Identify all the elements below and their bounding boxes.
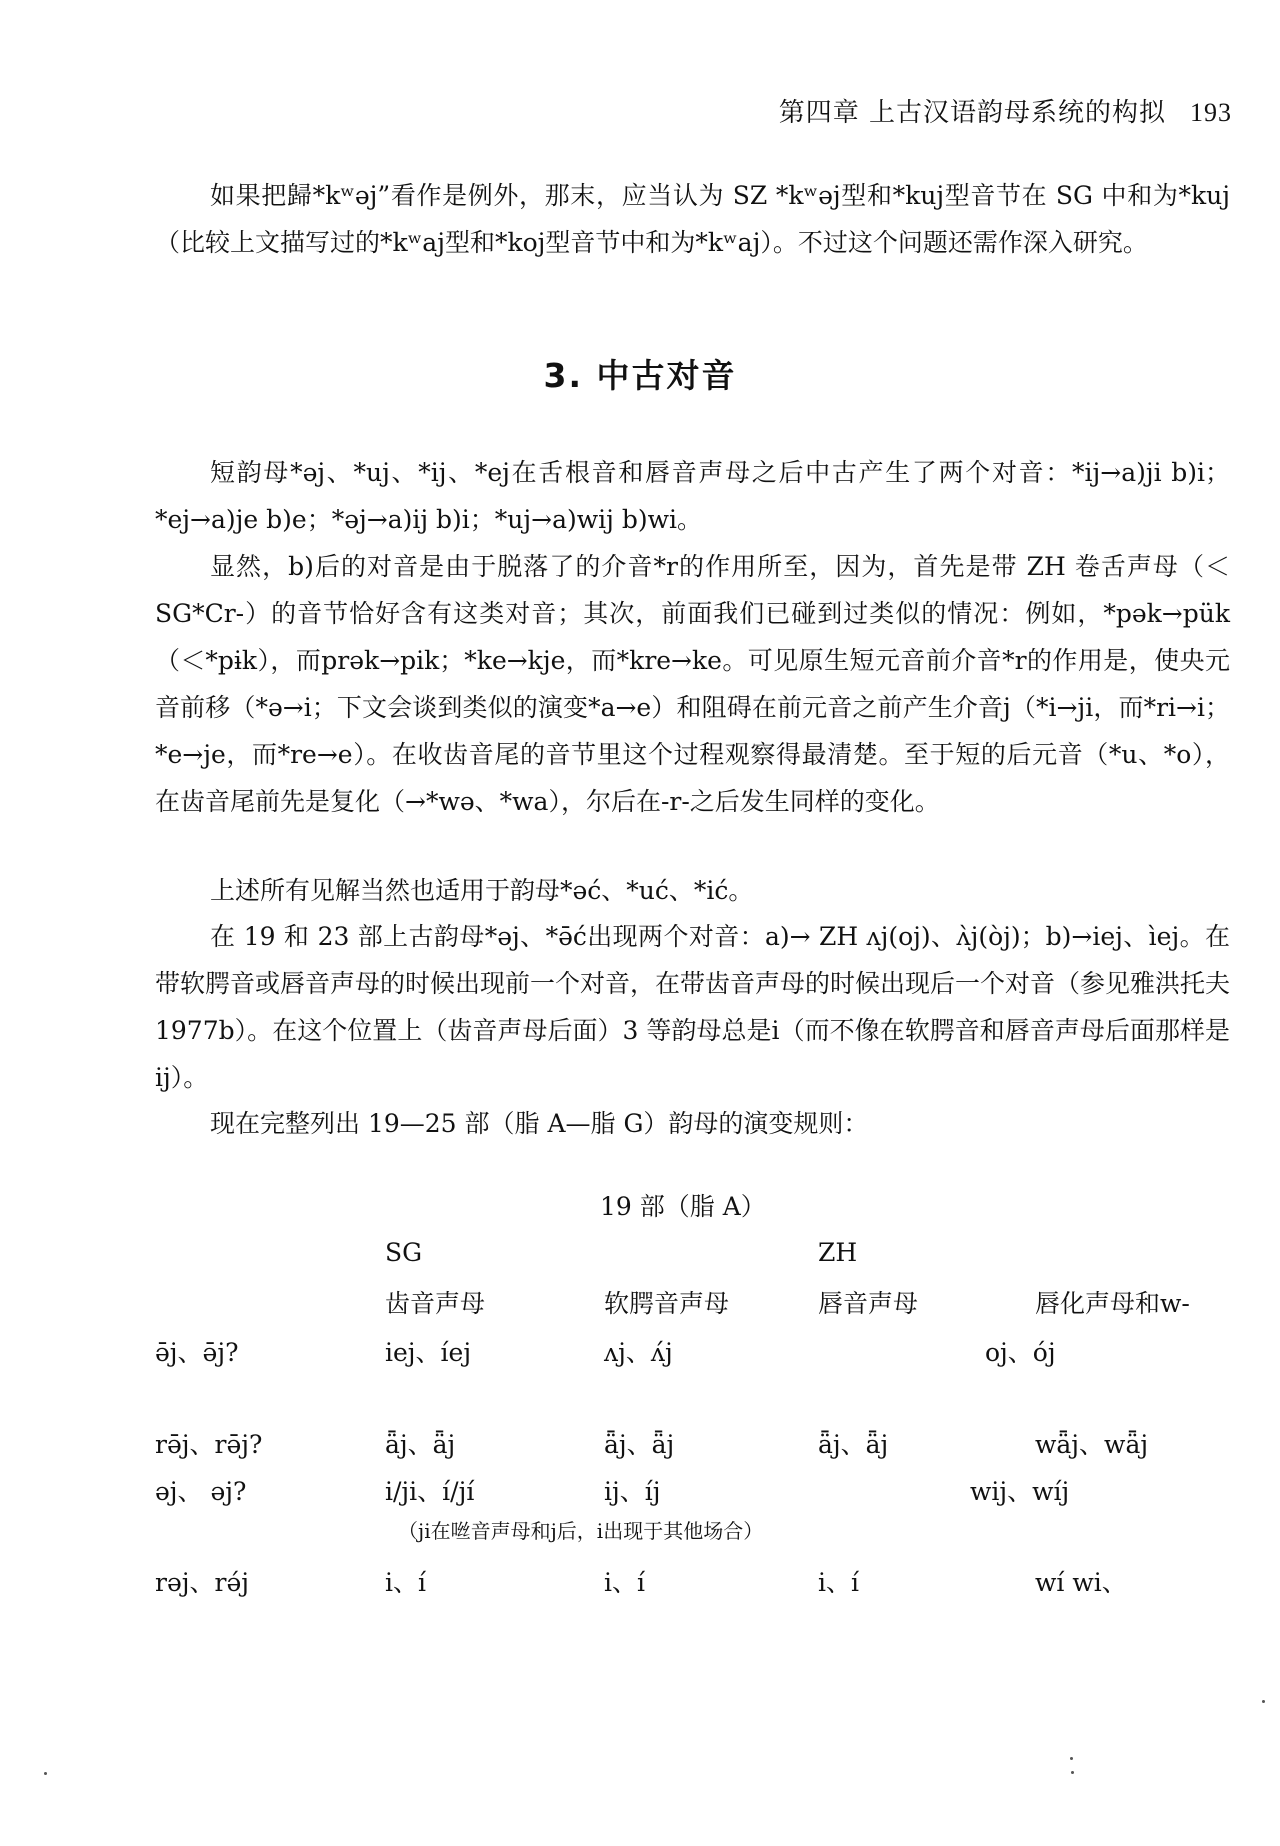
paragraph-1: 如果把歸*kʷəj”看作是例外，那末，应当认为 SZ *kʷəj型和*kuj型音节在 SG 中和为*kuj（比较上文描写过的*kʷaj型和*koj型音节中和为*kʷaj）。不过这个问题还需作深入研究。: [155, 181, 1230, 257]
scan-speck: [1262, 1700, 1265, 1703]
scan-speck: [1071, 1771, 1074, 1774]
table-col-1: 齿音声母: [385, 1289, 486, 1318]
page-number: 193: [1190, 98, 1232, 127]
section-title: 3. 中古对音: [543, 356, 737, 395]
chapter-title: 第四章 上古汉语韵母系统的构拟: [778, 98, 1166, 128]
table-col-2: 软腭音声母: [604, 1289, 730, 1318]
table-row-4-c4: wí wi、: [1035, 1568, 1127, 1597]
table-row-4-c3: i、í: [818, 1568, 859, 1597]
table-row-2-c2: ǟj、ǟj: [604, 1430, 675, 1459]
table-row-2-c1: ǟj、ǟj: [385, 1430, 456, 1459]
table-row-4-c1: i、í: [385, 1568, 426, 1597]
table-col-4: 唇化声母和w-: [1035, 1289, 1190, 1318]
table-col-3: 唇音声母: [818, 1289, 919, 1318]
table-group-zh: ZH: [818, 1238, 858, 1267]
table-row-1-c4: oj、ój: [985, 1338, 1056, 1367]
table-row-1-c1: iej、íej: [385, 1338, 472, 1367]
paragraph-2: 短韵母*əj、*uj、*ij、*ej在舌根音和唇音声母之后中古产生了两个对音：*ij→a)ji b)i；*ej→a)je b)e；*əj→a)ij b)i；*uj→a)wij b)wi。: [155, 458, 1230, 534]
table-row-3-c2: ij、íj: [604, 1477, 661, 1506]
table-row-3-c1: i/ji、í/jí: [385, 1477, 475, 1506]
table-row-2-c4: wǟj、wǟj: [1035, 1430, 1149, 1459]
table-row-3-c4: wij、wíj: [970, 1477, 1070, 1506]
paragraph-5: 在 19 和 23 部上古韵母*əj、*ə̄ć出现两个对音：a)→ ZH ʌj(oj)、ʌ̀j(òj)；b)→iej、ìej。在带软腭音或唇音声母的时候出现前一个对音，在带齿音声母的时候出现后一个对音（参见雅洪托夫 1977b）。在这个位置上（齿音声母后面）3 等韵母总是i（而不像在软腭音和唇音声母后面那样是ij）。: [155, 922, 1231, 1092]
table-row-2-sg: rə̄j、rə̄j?: [155, 1430, 263, 1459]
paragraph-3: 显然，b)后的对音是由于脱落了的介音*r的作用所至，因为，首先是带 ZH 卷舌声母（＜SG*Cr-）的音节恰好含有这类对音；其次，前面我们已碰到过类似的情况：例如，*pək→pük（＜*pɨk），而prək→pik；*ke→kje，而*kre→ke。可见原生短元音前介音*r的作用是，使央元音前移（*ə→i；下文会谈到类似的演变*a→e）和阻碍在前元音之前产生介音j（*i→ji，而*ri→i；*e→je，而*re→e）。在收齿音尾的音节里这个过程观察得最清楚。至于短的后元音（*u、*o），在齿音尾前先是复化（→*wə、*wa），尔后在-r-之后发生同样的变化。: [155, 552, 1230, 816]
table-title: 19 部（脂 A）: [600, 1192, 766, 1221]
paragraph-6: 现在完整列出 19—25 部（脂 A—脂 G）韵母的演变规则：: [210, 1109, 869, 1138]
table-group-sg: SG: [385, 1238, 423, 1267]
scan-speck: [44, 1772, 47, 1775]
table-row-1-sg: ə̄j、ə̄j?: [155, 1338, 239, 1367]
table-row-4-c2: i、í: [604, 1568, 645, 1597]
scan-speck: [1070, 1757, 1073, 1760]
table-row-1-c2: ʌj、ʌ́j: [604, 1338, 673, 1367]
running-head: [779, 92, 1232, 129]
table-row-2-c3: ǟj、ǟj: [818, 1430, 889, 1459]
table-note: （ji在咝音声母和j后，i出现于其他场合）: [398, 1519, 764, 1543]
table-row-3-sg: əj、 əj?: [155, 1477, 247, 1506]
table-row-4-sg: rəj、rə́j: [155, 1568, 249, 1597]
paragraph-4: 上述所有见解当然也适用于韵母*əć、*uć、*ić。: [210, 876, 754, 905]
